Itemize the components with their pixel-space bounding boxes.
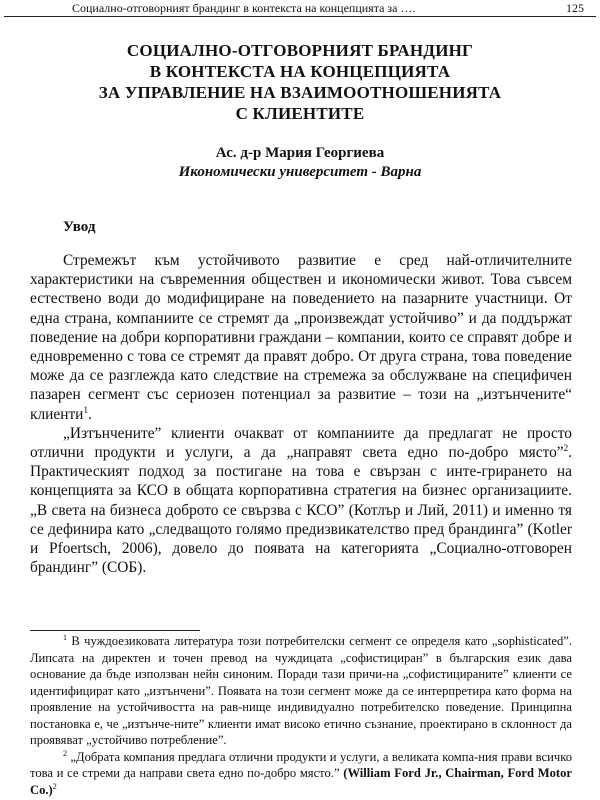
title-line: ЗА УПРАВЛЕНИЕ НА ВЗАИМООТНОШЕНИЯТА xyxy=(98,83,502,102)
title-line: СОЦИАЛНО-ОТГОВОРНИЯТ БРАНДИНГ xyxy=(126,41,474,60)
footnote-attribution: (William Ford Jr., Chairman, Ford Motor Co.) xyxy=(30,766,572,797)
title-line: С КЛИЕНТИТЕ xyxy=(235,104,365,123)
paragraph-text: . xyxy=(87,405,92,423)
paragraph-text: . Практическият подход за постигане на това е свързан с инте-грирането на концепцията за КСО в общата корпоративна стратегия на бизнес организациите. „В света на бизнеса доброто се свързва с КСО” (Котлър и Лий, 2011) и именно тя се дефинира като „следващото голямо предизвикателство пред брандинга” (Kotler и Pfoertsch, 2006), довело до появата на категорията „Социално-отговорен брандинг” (СОБ). xyxy=(30,444,572,577)
footnote-1 xyxy=(30,633,572,749)
footnote-text: В чуждоезиковата литература този потребителски сегмент се определя като „sophisticated”. Липсата на директен и точен превод на чуждицата „софистициран” в българския език дава основание да бъде използван нейн синоним. Поради тази причи-на „софистицираните” клиенти се идентифицират като „изтънчени”. Появата на този сегмент може да се интерпретира като форма на проявление на устойчивостта на рав-нище индивидуално потребителско поведение. Принципна постановка е, че „изтънче-ните” клиенти имат високо етично съзнание, проектирано в склонност да проявяват „устойчиво потребление”. xyxy=(30,634,572,747)
footnote-separator xyxy=(30,630,200,631)
title-line: В КОНТЕКСТА НА КОНЦЕПЦИЯТА xyxy=(149,62,451,81)
page-number: 125 xyxy=(566,1,584,15)
footnotes xyxy=(30,633,572,798)
running-header xyxy=(4,0,596,17)
footnote-marker: 1 xyxy=(63,632,67,642)
footnote-2 xyxy=(30,749,572,799)
paragraph-text: „Изтънчените” клиенти очакват от компаниите да предлагат не просто отлични продукти и услуги, а да „направят света едно по-добро място” xyxy=(30,424,572,462)
footnote-reference: 2 xyxy=(52,781,57,791)
footnote-marker: 2 xyxy=(63,748,67,758)
section-heading: Увод xyxy=(63,219,96,235)
footnote-reference[interactable]: 1 xyxy=(83,404,88,415)
footnote-text: „Добрата компания предлага отлични продукти и услуги, а великата компа-ния прави всичко това и се стреми да направи света едно по-добро място.” xyxy=(30,749,572,780)
paragraph-text: Стремежът към устойчивото развитие е сред най-отличителните характеристики на съвременния обществен и икономически живот. Това съвсем естествено води до модифициране на поведението на пазарните участници. От една страна, компаниите се стремят да „произвеждат устойчиво” и да поддържат поведение на добри корпоративни граждани – компании, които се справят добре и едновременно с това се стремят да правят добро. От друга страна, това поведение може да се разглежда като следствие на стремежа за обслужване на специфичен пазарен сегмент със сериозен потенциал за развитие – този на „изтънчените“ клиенти xyxy=(30,252,572,423)
author-affiliation: Икономически университет - Варна xyxy=(178,164,422,180)
author-name: Ас. д-р Мария Георгиева xyxy=(215,145,385,161)
body-paragraph xyxy=(30,251,572,424)
article-body xyxy=(30,251,572,577)
running-header-title: Социално-отговорният брандинг в контекста на концепцията за …. xyxy=(72,1,416,15)
article-title xyxy=(30,40,570,124)
footnote-reference[interactable]: 2 xyxy=(563,442,569,453)
body-paragraph xyxy=(30,424,572,578)
